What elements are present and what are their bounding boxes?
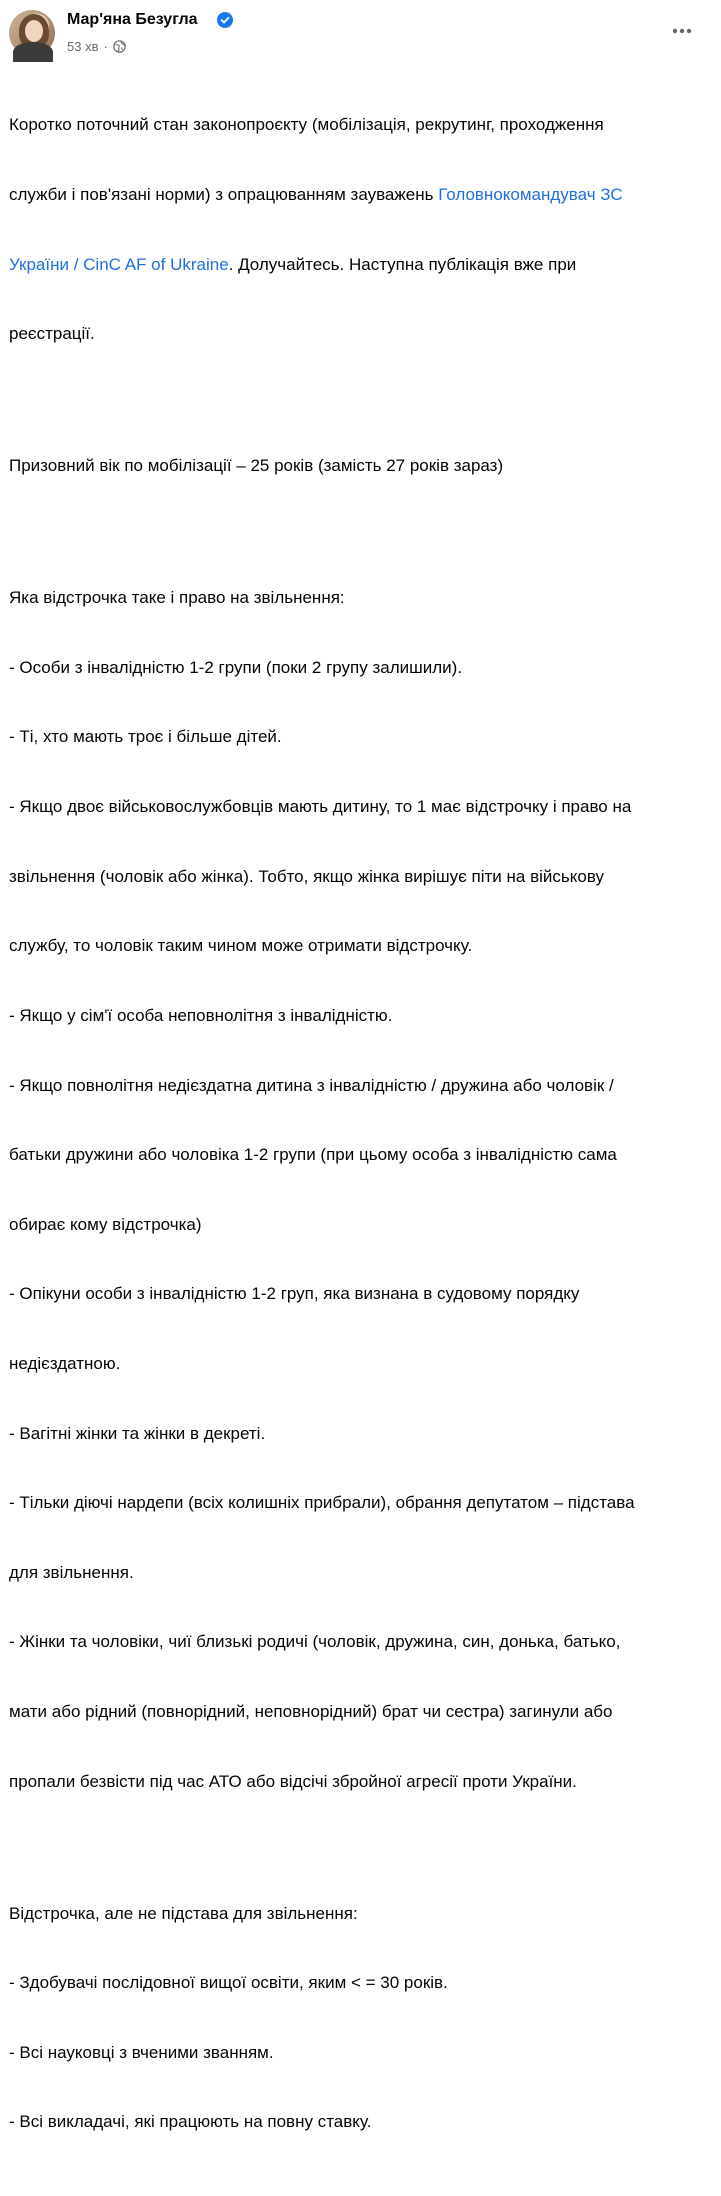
deferment-line: службу, то чоловік таким чином може отримати відстрочку. xyxy=(9,936,473,956)
deferment-line: - Тільки діючі нардепи (всіх колишніх прибрали), обрання депутатом – підстава xyxy=(9,1493,635,1513)
avatar-face xyxy=(25,20,43,42)
no-discharge-line: - Всі науковці з вченими званням. xyxy=(9,2042,274,2062)
deferment-line: - Опікуни особи з інвалідністю 1-2 груп, яка визнана в судовому порядку xyxy=(9,1284,580,1304)
intro-line-2 xyxy=(9,183,709,206)
deferment-line: пропали безвісти під час АТО або відсічі збройної агресії проти України. xyxy=(9,1771,577,1791)
post-more-button[interactable] xyxy=(664,13,700,49)
deferment-line: - Вагітні жінки та жінки в декреті. xyxy=(9,1423,266,1443)
globe-icon[interactable] xyxy=(113,40,126,53)
post-header xyxy=(0,0,721,68)
deferment-line: батьки дружини або чоловіка 1-2 групи (при цьому особа з інвалідністю сама xyxy=(9,1145,617,1165)
meta-separator: · xyxy=(103,38,108,54)
intro-line-4: реєстрації. xyxy=(9,324,95,344)
age-paragraph xyxy=(9,408,709,524)
deferment-line: звільнення (чоловік або жінка). Тобто, якщо жінка вирішує піти на військову xyxy=(9,866,604,886)
deferment-line: обирає кому відстрочка) xyxy=(9,1214,202,1234)
intro-line-2-text: служби і пов'язані норми) з опрацюванням зауважень xyxy=(9,185,439,205)
cinc-mention-link[interactable]: Головнокомандувач ЗС xyxy=(438,185,623,205)
post-meta xyxy=(67,37,126,55)
author-name[interactable]: Мар'яна Безугла xyxy=(67,11,198,28)
deferment-line: - Якщо двоє військовослужбовців мають дитину, то 1 має відстрочку і право на xyxy=(9,797,632,817)
author-avatar[interactable] xyxy=(9,10,55,56)
intro-line-3-text: . Долучайтесь. Наступна публікація вже при xyxy=(228,254,577,274)
post-timestamp[interactable]: 53 хв xyxy=(67,38,99,54)
deferment-line: - Якщо повнолітня недієздатна дитина з інвалідністю / дружина або чоловік / xyxy=(9,1075,614,1095)
intro-paragraph xyxy=(9,67,709,392)
deferment-paragraph xyxy=(9,540,709,1839)
no-discharge-line: - Здобувачі послідовної вищої освіти, яким < = 30 років. xyxy=(9,1973,448,1993)
intro-line-3 xyxy=(9,253,709,276)
deferment-line: - Жінки та чоловіки, чиї близькі родичі (чоловік, дружина, син, донька, батько, xyxy=(9,1632,621,1652)
more-horizontal-icon xyxy=(672,28,692,34)
avatar-shoulders xyxy=(13,42,53,62)
verified-badge-icon xyxy=(217,12,233,28)
deferment-line: - Якщо у сім'ї особа неповнолітня з інвалідністю. xyxy=(9,1005,393,1025)
no-discharge-heading: Відстрочка, але не підстава для звільнення: xyxy=(9,1903,358,1923)
deferment-line: для звільнення. xyxy=(9,1562,134,1582)
age-line: Призовний вік по мобілізації – 25 років (замість 27 років зараз) xyxy=(9,456,504,476)
no-discharge-paragraph xyxy=(9,1855,709,2180)
post-body xyxy=(9,67,709,2196)
cinc-mention-link-continued[interactable]: України / CinC AF of Ukraine xyxy=(9,254,229,274)
deferment-heading: Яка відстрочка таке і право на звільнення: xyxy=(9,588,345,608)
deferment-line: - Особи з інвалідністю 1-2 групи (поки 2 групу залишили). xyxy=(9,657,463,677)
deferment-line: недієздатною. xyxy=(9,1353,121,1373)
intro-line-1: Коротко поточний стан законопроєкту (мобілізація, рекрутинг, проходження xyxy=(9,115,604,135)
deferment-line: - Ті, хто мають троє і більше дітей. xyxy=(9,727,282,747)
no-discharge-line: - Всі викладачі, які працюють на повну ставку. xyxy=(9,2112,372,2132)
deferment-line: мати або рідний (повнорідний, неповнорідний) брат чи сестра) загинули або xyxy=(9,1702,613,1722)
